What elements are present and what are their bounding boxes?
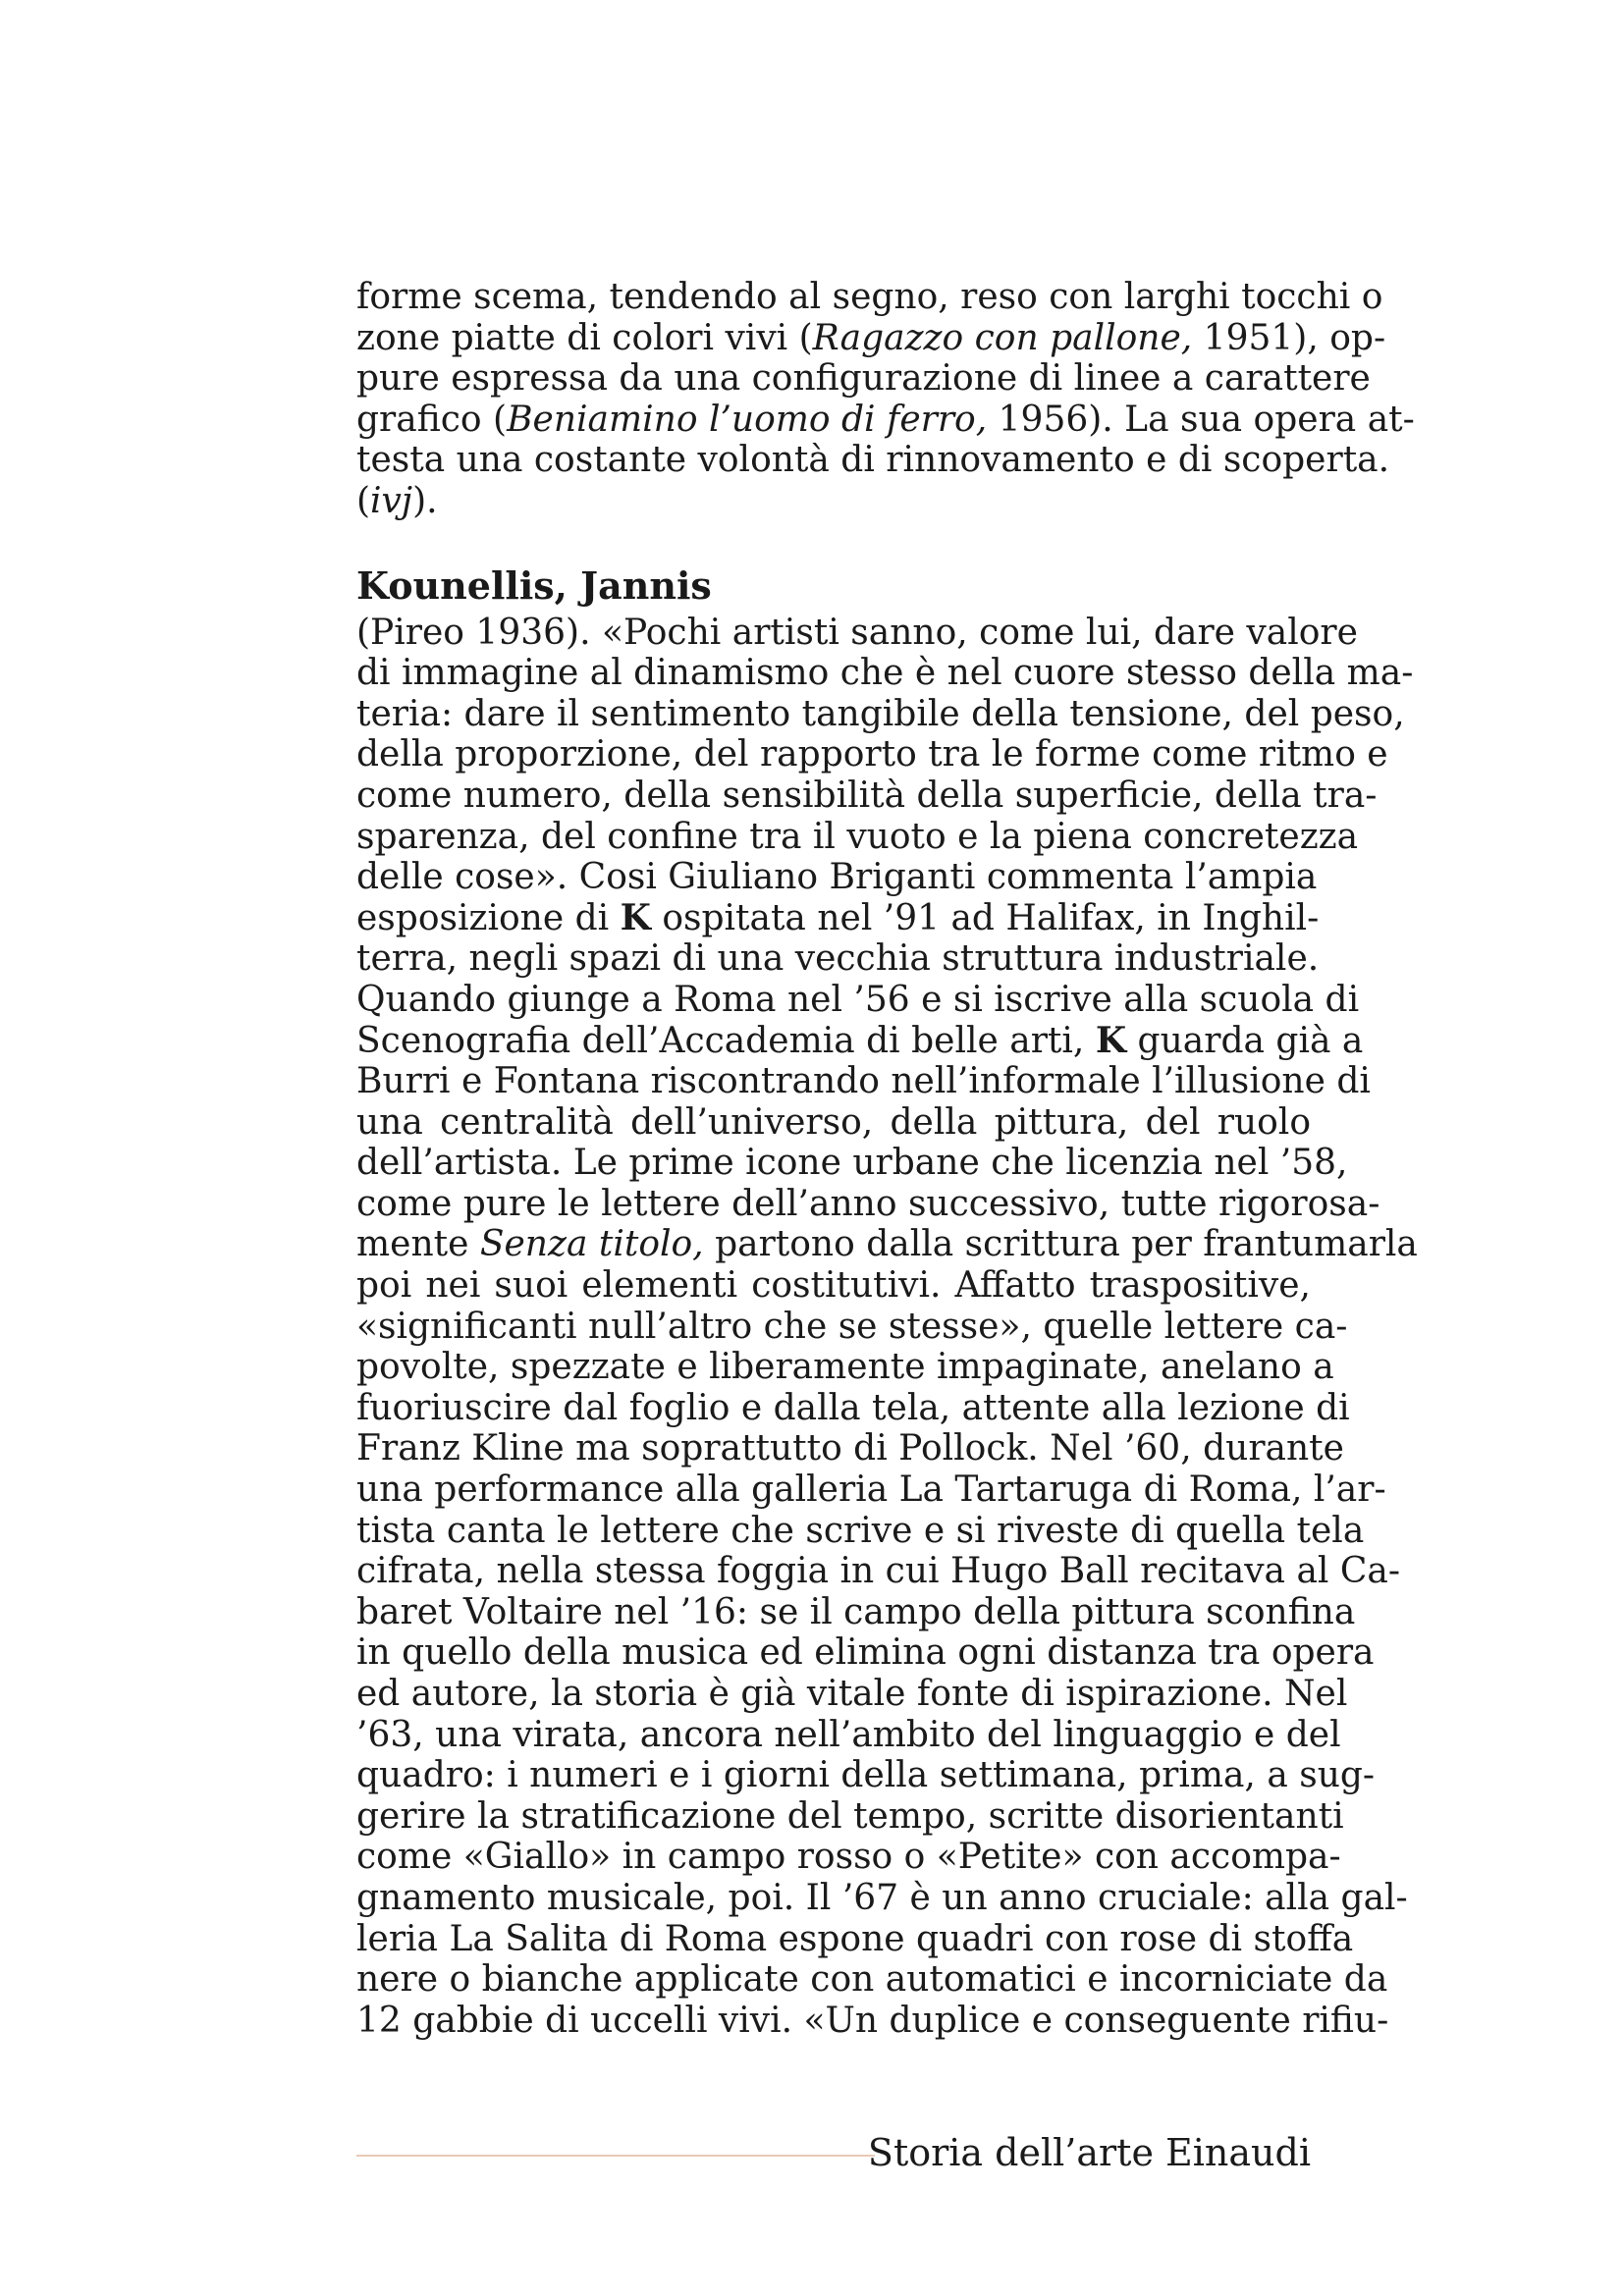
text-line: dell’artista. Le prime icone urbane che licenzia nel ’58, <box>356 1143 1348 1184</box>
text-line: una performance alla galleria La Tartaruga di Roma, l’ar- <box>356 1469 1386 1511</box>
text-line: 12 gabbie di uccelli vivi. «Un duplice e conseguente rifiu- <box>356 2000 1389 2041</box>
text-line: poi nei suoi elementi costitutivi. Affatto traspositive, <box>356 1265 1311 1307</box>
text-line: (Pireo 1936). «Pochi artisti sanno, come lui, dare valore <box>356 612 1358 653</box>
text-line: leria La Salita di Roma espone quadri con rose di stoffa <box>356 1918 1354 1959</box>
text-line: una centralità dell’universo, della pittura, del ruolo <box>356 1101 1311 1143</box>
artwork-title: Senza titolo, <box>479 1224 704 1265</box>
entry-paragraph <box>356 612 1418 2042</box>
text-line: ’63, una virata, ancora nell’ambito del linguaggio e del <box>356 1714 1341 1755</box>
text-line: come «Giallo» in campo rosso o «Petite» con accompa- <box>356 1837 1341 1878</box>
text-line: Scenografia dell’Accademia di belle arti, K guarda già a <box>356 1019 1364 1061</box>
text-line: nere o bianche applicate con automatici e incorniciate da <box>356 1959 1388 2001</box>
artist-abbreviation: K <box>1095 1019 1127 1061</box>
text-line: delle cose». Cosi Giuliano Briganti commenta l’ampia <box>356 857 1318 898</box>
artwork-title: Ragazzo con pallone, <box>812 317 1193 358</box>
text-line: terra, negli spazi di una vecchia struttura industriale. <box>356 938 1320 980</box>
text-line: grafico (Beniamino l’uomo di ferro, 1956). La sua opera at- <box>356 399 1415 440</box>
text-line: mente Senza titolo, partono dalla scrittura per frantumarla <box>356 1224 1418 1265</box>
text-line: baret Voltaire nel ’16: se il campo della pittura sconfina <box>356 1591 1356 1632</box>
text-line: Burri e Fontana riscontrando nell’informale l’illusione di <box>356 1061 1371 1102</box>
footer-rule <box>356 2155 875 2157</box>
text-line: esposizione di K ospitata nel ’91 ad Halifax, in Inghil- <box>356 896 1320 938</box>
publication-title: Storia dell’arte Einaudi <box>867 2131 1311 2174</box>
text-line: sparenza, del confine tra il vuoto e la piena concretezza <box>356 816 1359 857</box>
entry-heading: Kounellis, Jannis <box>356 562 712 608</box>
text-line: «significanti null’altro che se stesse», quelle lettere ca- <box>356 1306 1348 1347</box>
artist-abbreviation: K <box>620 896 651 938</box>
text-line: cifrata, nella stessa foggia in cui Hugo Ball recitava al Ca- <box>356 1551 1401 1592</box>
text-line: fuoriuscire dal foglio e dalla tela, attente alla lezione di <box>356 1387 1350 1428</box>
text-line: ed autore, la storia è già vitale fonte di ispirazione. Nel <box>356 1674 1348 1714</box>
text-line: gerire la stratificazione del tempo, scritte disorientanti <box>356 1795 1344 1837</box>
text-line: quadro: i numeri e i giorni della settimana, prima, a sug- <box>356 1755 1376 1796</box>
text-line: tista canta le lettere che scrive e si riveste di quella tela <box>356 1510 1365 1551</box>
text-line: della proporzione, del rapporto tra le forme come ritmo e <box>356 734 1388 775</box>
text-line: come numero, della sensibilità della superficie, della tra- <box>356 774 1378 816</box>
text-line: pure espressa da una configurazione di linee a carattere <box>356 358 1371 400</box>
text-line: di immagine al dinamismo che è nel cuore stesso della ma- <box>356 653 1414 694</box>
text-line: Franz Kline ma soprattutto di Pollock. Nel ’60, durante <box>356 1428 1344 1469</box>
continuation-paragraph <box>356 277 1415 522</box>
text-line: Quando giunge a Roma nel ’56 e si iscrive alla scuola di <box>356 979 1360 1020</box>
text-line: in quello della musica ed elimina ogni distanza tra opera <box>356 1632 1375 1674</box>
text-line: testa una costante volontà di rinnovamento e di scoperta. <box>356 440 1390 481</box>
text-line: gnamento musicale, poi. Il ’67 è un anno cruciale: alla gal- <box>356 1877 1408 1918</box>
text-line: zone piatte di colori vivi (Ragazzo con pallone, 1951), op- <box>356 317 1386 358</box>
text-line: forme scema, tendendo al segno, reso con larghi tocchi o <box>356 277 1383 317</box>
text-line: teria: dare il sentimento tangibile della tensione, del peso, <box>356 693 1405 734</box>
author-initials: (ivj). <box>356 480 438 521</box>
page-footer <box>356 2120 1311 2189</box>
text-line: come pure le lettere dell’anno successivo, tutte rigorosa- <box>356 1183 1380 1224</box>
artwork-title: Beniamino l’uomo di ferro, <box>507 399 988 440</box>
text-line: povolte, spezzate e liberamente impaginate, anelano a <box>356 1347 1334 1388</box>
page-body <box>356 277 1418 2041</box>
